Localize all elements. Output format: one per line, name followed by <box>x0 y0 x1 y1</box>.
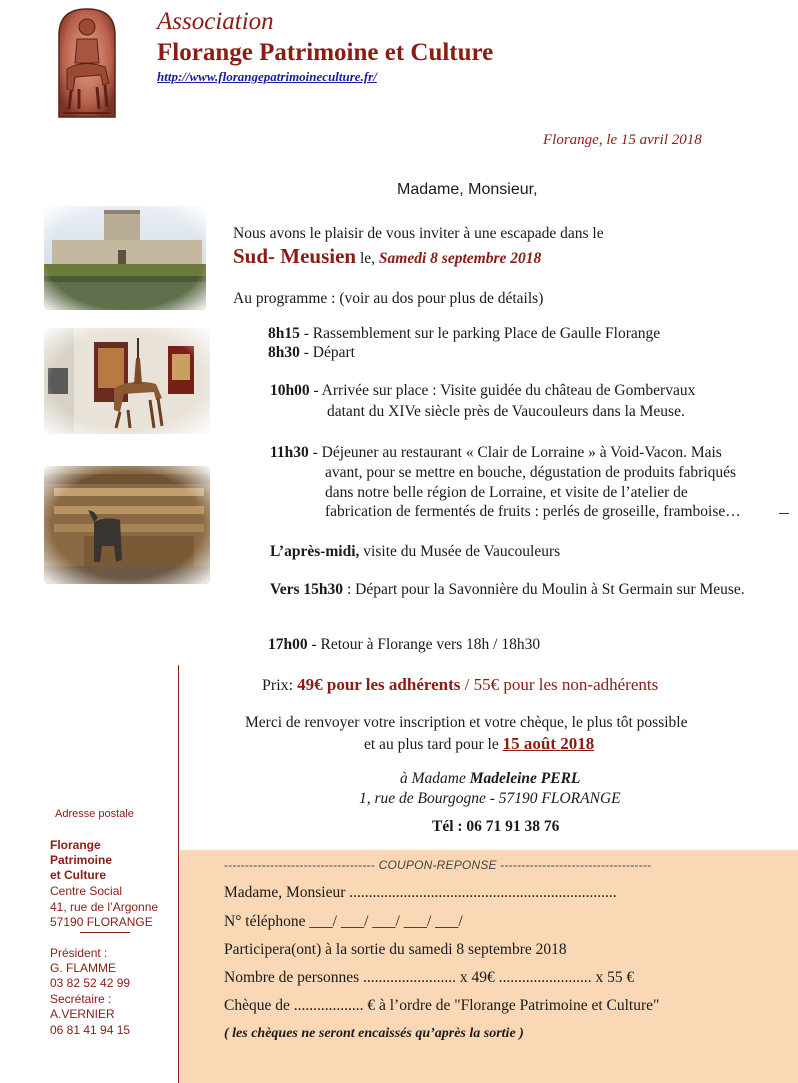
event-date: Samedi 8 septembre 2018 <box>378 250 542 267</box>
schedule-continuation: fabrication de fermentés de fruits : perlés de groseille, framboise… <box>325 503 741 520</box>
coupon-name-field[interactable]: Madame, Monsieur ..................................................................... <box>224 884 617 901</box>
intro-le: le, <box>356 250 379 267</box>
return-deadline-line <box>364 734 594 755</box>
sidebar-separator <box>80 932 130 933</box>
return-info-line2: et au plus tard pour le <box>364 736 503 753</box>
recipient-title: Madame <box>411 770 470 787</box>
recipient-name: Madeleine PERL <box>469 770 581 787</box>
schedule-item <box>268 343 355 363</box>
schedule-item <box>270 542 560 562</box>
secretary-phone: 06 81 41 94 15 <box>50 1023 131 1037</box>
schedule-time: 11h30 <box>270 444 309 461</box>
recipient-prefix: à <box>400 770 412 787</box>
schedule-item <box>268 635 540 655</box>
coupon-header-left: ------------------------------------ <box>224 858 376 872</box>
price-line <box>262 674 658 697</box>
coupon-cheque-field[interactable]: Chèque de .................. € à l’ordre de "Florange Patrimoine et Culture" <box>224 997 660 1014</box>
schedule-text: - Déjeuner au restaurant « Clair de Lorraine » à Void-Vacon. Mais <box>308 444 722 461</box>
coupon-header-title: COUPON-REPONSE <box>375 858 501 872</box>
schedule-text: - Rassemblement sur le parking Place de Gaulle Florange <box>299 325 661 342</box>
price-members: 49€ pour les adhérents <box>297 675 461 694</box>
schedule-text: - Arrivée sur place : Visite guidée du château de Gombervaux <box>309 382 696 399</box>
schedule-item <box>270 443 722 463</box>
workshop-donkey-photo <box>44 466 210 584</box>
sidebar-org-line: et Culture <box>50 868 107 882</box>
price-non-members: 55€ pour les non-adhérents <box>473 675 659 694</box>
price-label: Prix: <box>262 677 298 694</box>
deadline-date: 15 août 2018 <box>502 734 595 753</box>
secretary-name: A.VERNIER <box>50 1007 115 1021</box>
castle-photo <box>44 206 206 310</box>
coupon-note: ( les chèques ne seront encaissés qu’après la sortie ) <box>224 1026 524 1041</box>
schedule-time: 8h30 <box>268 344 300 361</box>
schedule-continuation: datant du XIVe siècle près de Vaucouleurs dans la Meuse. <box>327 403 685 420</box>
sidebar-address-line: 57190 FLORANGE <box>50 915 153 929</box>
postal-address-label: Adresse postale <box>55 808 134 820</box>
president-label: Président : <box>50 946 108 960</box>
sidebar-address-line: 41, rue de l’Argonne <box>50 900 159 914</box>
schedule-text: visite du Musée de Vaucouleurs <box>359 543 561 560</box>
website-link[interactable]: http://www.florangepatrimoineculture.fr/ <box>157 69 377 84</box>
intro-destination-line <box>233 246 541 269</box>
museum-statue-photo <box>44 328 210 434</box>
sidebar-org-line: Florange <box>50 838 101 852</box>
margin-dash <box>779 513 789 514</box>
header-org-name: Florange Patrimoine et Culture <box>157 39 494 66</box>
schedule-text: - Départ <box>299 344 355 361</box>
schedule-time: 8h15 <box>268 325 300 342</box>
schedule-text: - Retour à Florange vers 18h / 18h30 <box>307 636 541 653</box>
header-association: Association <box>157 8 274 35</box>
destination: Sud- Meusien <box>233 244 357 268</box>
schedule-item <box>268 324 660 344</box>
association-logo <box>53 5 121 123</box>
vertical-divider <box>178 665 179 1083</box>
president-name: G. FLAMME <box>50 961 117 975</box>
sidebar-address-line: Centre Social <box>50 884 123 898</box>
return-info-line: Merci de renvoyer votre inscription et votre chèque, le plus tôt possible <box>245 714 688 731</box>
price-separator: / <box>460 675 474 694</box>
schedule-continuation: dans notre belle région de Lorraine, et visite de l’atelier de <box>325 484 688 501</box>
coupon-phone-field[interactable]: N° téléphone ___/ ___/ ___/ ___/ ___/ <box>224 913 463 930</box>
schedule-time: L’après-midi, <box>270 543 360 560</box>
recipient-name-line <box>400 769 580 789</box>
coupon-header-right: ------------------------------------ <box>500 858 652 872</box>
programme-intro: Au programme : (voir au dos pour plus de détails) <box>233 290 544 307</box>
schedule-text: : Départ pour la Savonnière du Moulin à St Germain sur Meuse. <box>343 581 745 598</box>
schedule-item <box>270 580 745 600</box>
coupon-header <box>224 858 651 872</box>
schedule-continuation: avant, pour se mettre en bouche, dégustation de produits fabriqués <box>325 464 737 481</box>
schedule-time: 10h00 <box>270 382 310 399</box>
intro-line: Nous avons le plaisir de vous inviter à une escapade dans le <box>233 225 604 242</box>
president-phone: 03 82 52 42 99 <box>50 976 131 990</box>
date-line: Florange, le 15 avril 2018 <box>543 132 702 148</box>
schedule-time: Vers 15h30 <box>270 581 344 598</box>
recipient-phone: Tél : 06 71 91 38 76 <box>432 818 560 835</box>
coupon-participation: Participera(ont) à la sortie du samedi 8 septembre 2018 <box>224 941 567 958</box>
schedule-item <box>270 381 695 401</box>
schedule-time: 17h00 <box>268 636 308 653</box>
secretary-label: Secrétaire : <box>50 992 112 1006</box>
salutation: Madame, Monsieur, <box>397 181 538 198</box>
recipient-address: 1, rue de Bourgogne - 57190 FLORANGE <box>359 790 621 807</box>
sidebar-org-line: Patrimoine <box>50 853 113 867</box>
coupon-count-field[interactable]: Nombre de personnes ........................ x 49€ ........................ x 55 € <box>224 969 635 986</box>
